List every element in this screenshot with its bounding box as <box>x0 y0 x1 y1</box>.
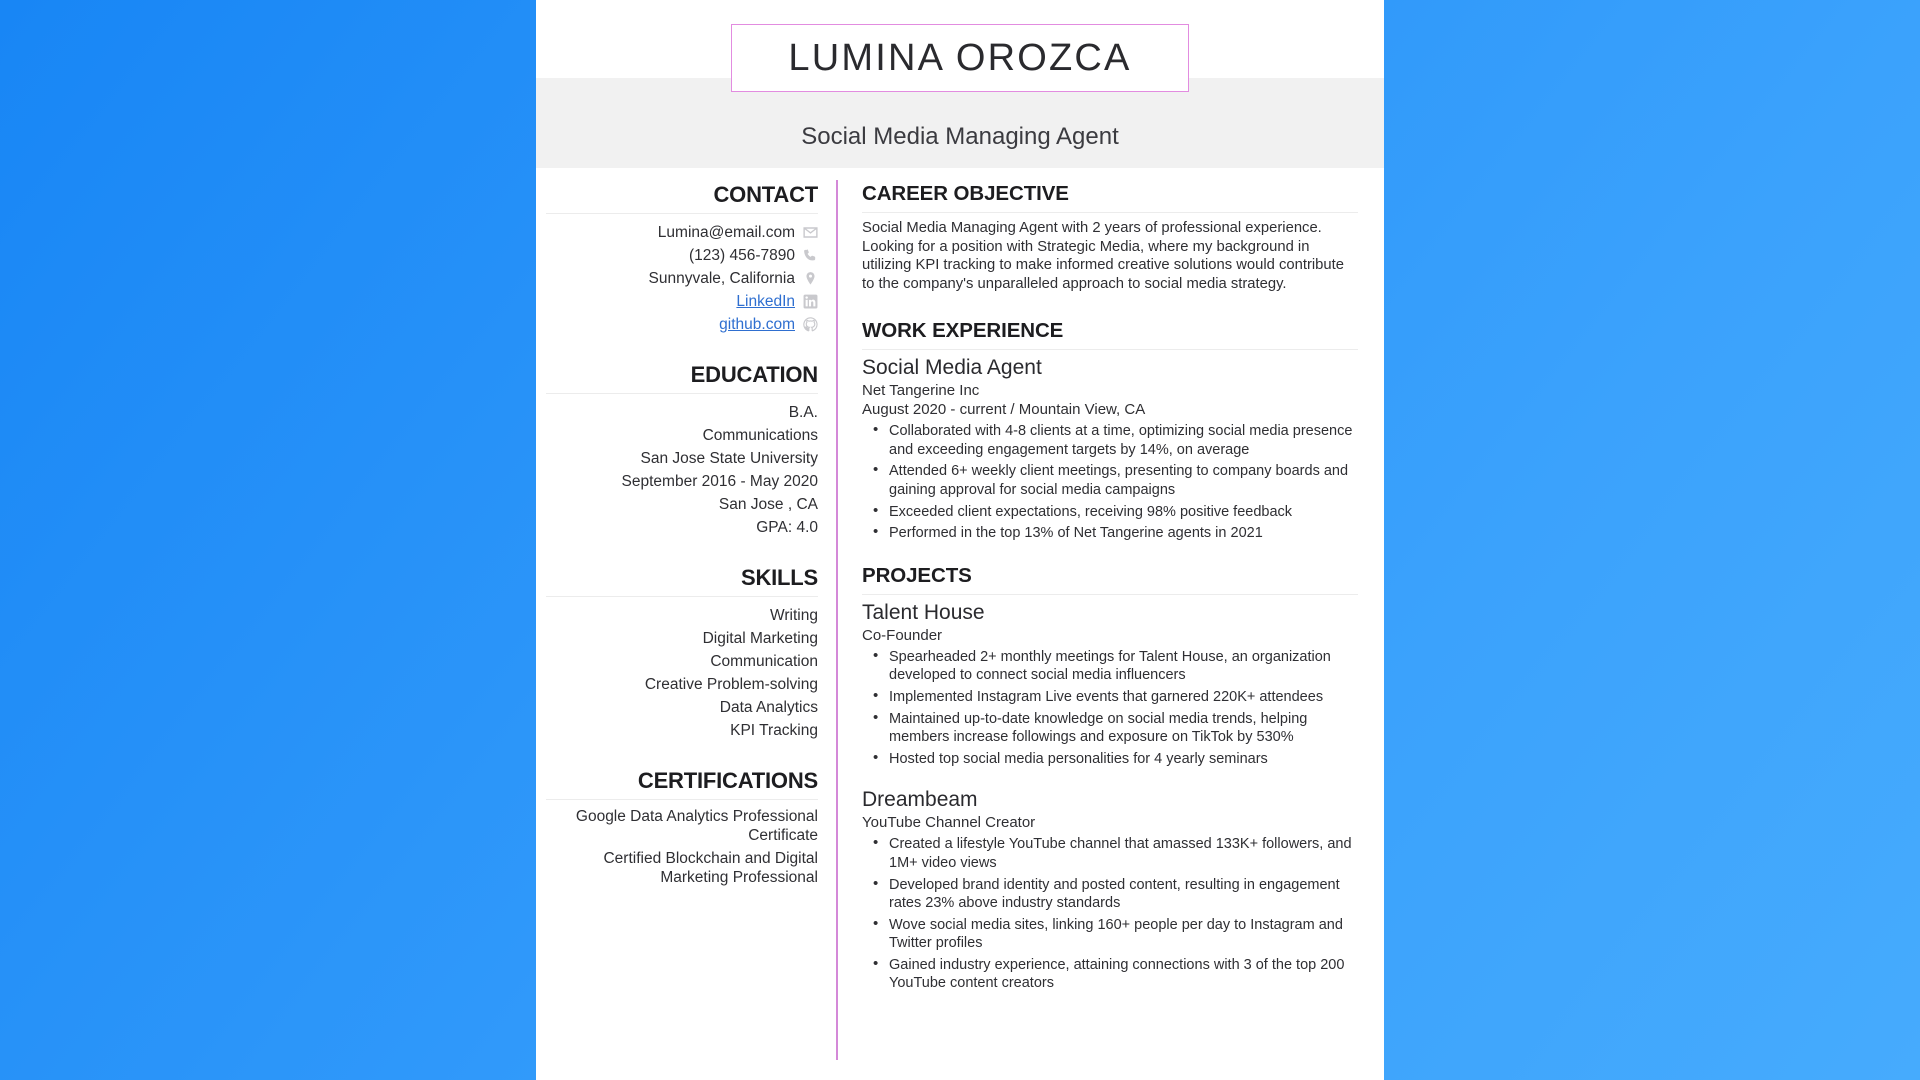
project-entry <box>862 788 1358 992</box>
project-entry-title: Talent House <box>862 601 985 625</box>
candidate-job-title: Social Media Managing Agent <box>801 123 1119 150</box>
contact-link[interactable]: github.com <box>719 316 795 333</box>
work-entry-company: Net Tangerine Inc <box>862 382 980 400</box>
career-objective-heading: CAREER OBJECTIVE <box>862 182 1069 205</box>
education-line: September 2016 - May 2020 <box>621 473 818 490</box>
bullet-item: • Wove social media sites, linking 160+ people per day to Instagram and Twitter profiles <box>862 916 1358 953</box>
education-line: B.A. <box>788 404 818 421</box>
resume-body <box>536 168 1384 1080</box>
bullet-item: • Maintained up-to-date knowledge on social media trends, helping members increase followings and exposure on TikTok by 530% <box>862 710 1358 747</box>
skills-section <box>546 565 818 742</box>
career-objective-section <box>862 182 1358 293</box>
education-list <box>546 401 818 539</box>
resume-page <box>536 0 1384 1080</box>
work-entry <box>862 356 1358 542</box>
github-icon <box>803 317 818 332</box>
linkedin-icon <box>803 294 818 309</box>
contact-item[interactable] <box>546 290 818 313</box>
contact-item <box>546 244 818 267</box>
work-experience-heading: WORK EXPERIENCE <box>862 319 1064 343</box>
contact-item <box>546 221 818 244</box>
contact-list <box>546 221 818 336</box>
contact-item[interactable] <box>546 313 818 336</box>
skill-item: KPI Tracking <box>730 722 818 739</box>
skill-item: Data Analytics <box>719 699 818 716</box>
sidebar-column <box>536 168 836 1080</box>
contact-rule <box>546 213 818 214</box>
bullet-item: • Implemented Instagram Live events that garnered 220K+ attendees <box>862 688 1358 706</box>
bullet-item: • Created a lifestyle YouTube channel that amassed 133K+ followers, and 1M+ video views <box>862 835 1358 872</box>
education-line: San Jose State University <box>640 450 818 467</box>
location-pin-icon <box>803 271 818 286</box>
skill-item: Creative Problem-solving <box>644 676 818 693</box>
project-entry <box>862 601 1358 768</box>
bullet-item: • Spearheaded 2+ monthly meetings for Talent House, an organization developed to connect social media influencers <box>862 648 1358 685</box>
project-entry-role: YouTube Channel Creator <box>862 814 1036 832</box>
education-line: GPA: 4.0 <box>756 519 818 536</box>
certifications-rule <box>546 799 818 800</box>
bullet-item: • Developed brand identity and posted content, resulting in engagement rates 23% above industry standards <box>862 876 1358 913</box>
work-bullet-list <box>862 422 1358 542</box>
skills-list <box>546 604 818 742</box>
contact-link[interactable]: LinkedIn <box>736 293 795 310</box>
bullet-item: • Gained industry experience, attaining connections with 3 of the top 200 YouTube content creators <box>862 956 1358 993</box>
certification-item: Certified Blockchain and Digital Marketing Professional <box>603 850 818 886</box>
work-entry-title: Social Media Agent <box>862 356 1042 380</box>
projects-list <box>862 601 1358 992</box>
skill-item: Writing <box>770 607 818 624</box>
bullet-item: • Exceeded client expectations, receiving 98% positive feedback <box>862 503 1358 521</box>
skills-heading: SKILLS <box>740 565 818 590</box>
project-bullet-list <box>862 648 1358 768</box>
skill-item: Communication <box>710 653 818 670</box>
education-line: Communications <box>702 427 818 444</box>
work-experience-list <box>862 356 1358 542</box>
skills-rule <box>546 596 818 597</box>
career-objective-rule <box>862 212 1358 213</box>
skill-item: Digital Marketing <box>702 630 818 647</box>
candidate-name-box <box>731 24 1189 92</box>
contact-item-label: Lumina@email.com <box>657 224 795 241</box>
work-experience-rule <box>862 349 1358 350</box>
bullet-item: • Attended 6+ weekly client meetings, presenting to company boards and gaining approval for social media campaigns <box>862 462 1358 499</box>
envelope-icon <box>803 225 818 240</box>
resume-header <box>536 0 1384 78</box>
certification-item: Google Data Analytics Professional Certificate <box>575 808 818 844</box>
main-column <box>838 168 1384 1080</box>
contact-item-label[interactable] <box>719 313 795 336</box>
candidate-name: LUMINA OROZCA <box>788 36 1132 79</box>
education-line: San Jose , CA <box>718 496 818 513</box>
contact-heading: CONTACT <box>713 182 818 207</box>
certifications-list <box>546 807 818 887</box>
career-objective-text: Social Media Managing Agent with 2 years of professional experience. Looking for a position with Strategic Media, where my background in utilizing KPI tracking to make informed creative solutions would contribute to the company's unparalleled approach to social media strategy. <box>862 220 1344 292</box>
education-section <box>546 362 818 539</box>
certifications-section <box>546 768 818 887</box>
certifications-heading: CERTIFICATIONS <box>637 768 818 793</box>
projects-heading: PROJECTS <box>862 564 972 588</box>
project-bullet-list <box>862 835 1358 992</box>
education-rule <box>546 393 818 394</box>
projects-section <box>862 564 1358 992</box>
education-heading: EDUCATION <box>690 362 818 387</box>
contact-item <box>546 267 818 290</box>
projects-rule <box>862 594 1358 595</box>
contact-item-label: Sunnyvale, California <box>648 270 795 287</box>
project-entry-role: Co-Founder <box>862 627 943 645</box>
work-entry-meta: August 2020 - current / Mountain View, CA <box>862 401 1146 419</box>
bullet-item: • Collaborated with 4-8 clients at a time, optimizing social media presence and exceeding engagement targets by 14%, on average <box>862 422 1358 459</box>
phone-icon <box>803 248 818 263</box>
project-entry-title: Dreambeam <box>862 788 978 812</box>
bullet-item: • Hosted top social media personalities for 4 yearly seminars <box>862 750 1358 768</box>
bullet-item: • Performed in the top 13% of Net Tangerine agents in 2021 <box>862 524 1358 542</box>
contact-item-label: (123) 456-7890 <box>689 247 795 264</box>
contact-section <box>546 182 818 336</box>
contact-item-label[interactable] <box>736 290 795 313</box>
work-experience-section <box>862 319 1358 542</box>
